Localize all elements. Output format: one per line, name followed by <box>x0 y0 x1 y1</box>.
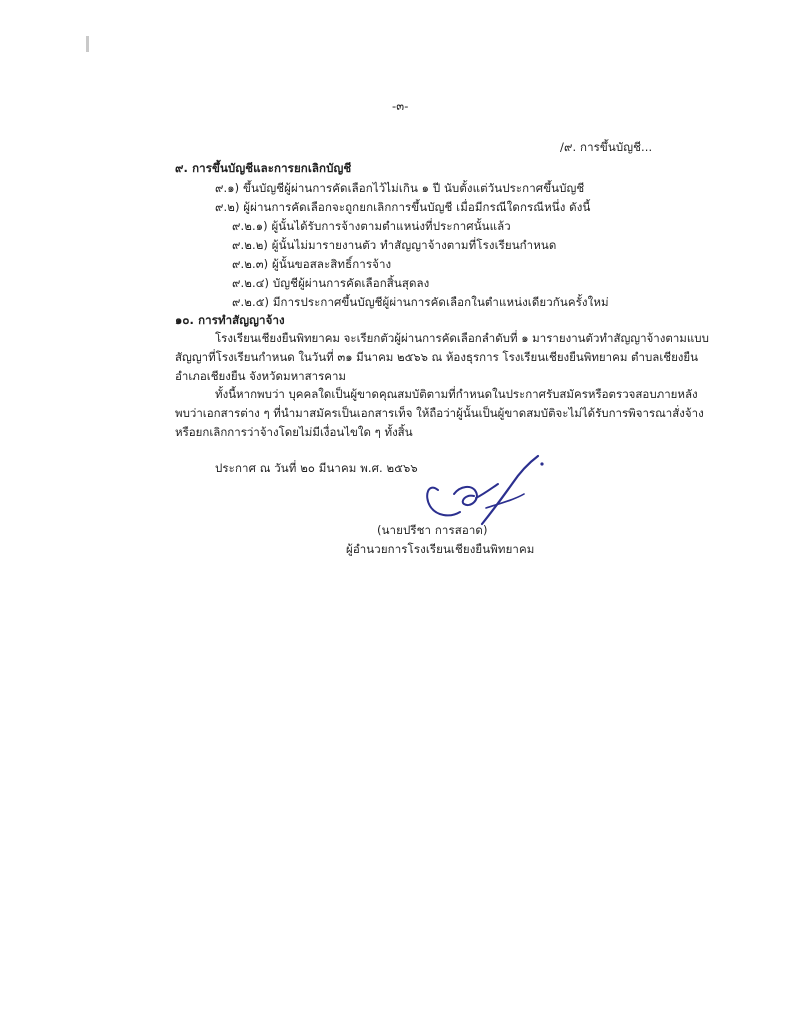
scan-edge-mark <box>86 36 89 52</box>
contract-line-1: โรงเรียนเชียงยืนพิทยาคม จะเรียกตัวผู้ผ่านการคัดเลือกลำดับที่ ๑ มารายงานตัวทำสัญญาจ้างตามแบบ <box>215 331 709 345</box>
announcement-date: ประกาศ ณ วันที่ ๒๐ มีนาคม พ.ศ. ๒๕๖๖ <box>215 461 418 475</box>
disqualification-line-2: พบว่าเอกสารต่าง ๆ ที่นำมาสมัครเป็นเอกสารเท็จ ให้ถือว่าผู้นั้นเป็นผู้ขาดสมบัติจะไม่ได้รับการพิจารณาสั่งจ้าง <box>175 406 704 420</box>
section-9-heading: ๙. การขึ้นบัญชีและการยกเลิกบัญชี <box>175 161 352 175</box>
contract-line-3: อำเภอเชียงยืน จังหวัดมหาสารคาม <box>175 369 346 383</box>
sub-item-9-2-4: ๙.๒.๔) บัญชีผู้ผ่านการคัดเลือกสิ้นสุดลง <box>232 276 430 290</box>
contract-paragraph <box>175 329 709 386</box>
contract-line-2: สัญญาที่โรงเรียนกำหนด ในวันที่ ๓๑ มีนาคม ๒๕๖๖ ณ ห้องธุรการ โรงเรียนเชียงยืนพิทยาคม ตำบลเชียงยืน <box>175 350 699 364</box>
sub-item-9-2-2: ๙.๒.๒) ผู้นั้นไม่มารายงานตัว ทำสัญญาจ้างตามที่โรงเรียนกำหนด <box>232 238 557 252</box>
sub-item-9-2-3: ๙.๒.๓) ผู้นั้นขอสละสิทธิ์การจ้าง <box>232 257 392 271</box>
sub-item-9-2-1: ๙.๒.๑) ผู้นั้นได้รับการจ้างตามตำแหน่งที่ประกาศนั้นแล้ว <box>232 219 511 233</box>
page-number: -๓- <box>392 99 409 113</box>
item-9-1: ๙.๑) ขึ้นบัญชีผู้ผ่านการคัดเลือกไว้ไม่เกิน ๑ ปี นับตั้งแต่วันประกาศขึ้นบัญชี <box>215 181 585 195</box>
signatory-title: ผู้อำนวยการโรงเรียนเชียงยืนพิทยาคม <box>346 542 535 556</box>
disqualification-line-1: ทั้งนี้หากพบว่า บุคคลใดเป็นผู้ขาดคุณสมบัติตามที่กำหนดในประกาศรับสมัครหรือตรวจสอบภายหลัง <box>215 387 698 401</box>
disqualification-paragraph <box>175 385 704 442</box>
item-9-2: ๙.๒) ผู้ผ่านการคัดเลือกจะถูกยกเลิกการขึ้นบัญชี เมื่อมีกรณีใดกรณีหนึ่ง ดังนี้ <box>215 200 591 214</box>
disqualification-line-3: หรือยกเลิกการว่าจ้างโดยไม่มีเงื่อนไขใด ๆ ทั้งสิ้น <box>175 425 413 439</box>
section-10-heading: ๑๐. การทำสัญญาจ้าง <box>175 313 285 327</box>
continuation-note: /๙. การขึ้นบัญชี... <box>560 140 653 154</box>
sub-item-9-2-5: ๙.๒.๕) มีการประกาศขึ้นบัญชีผู้ผ่านการคัดเลือกในตำแหน่งเดียวกันครั้งใหม่ <box>232 295 609 309</box>
handwritten-signature <box>420 454 560 530</box>
signatory-name: (นายปรีชา การสอาด) <box>377 523 488 537</box>
